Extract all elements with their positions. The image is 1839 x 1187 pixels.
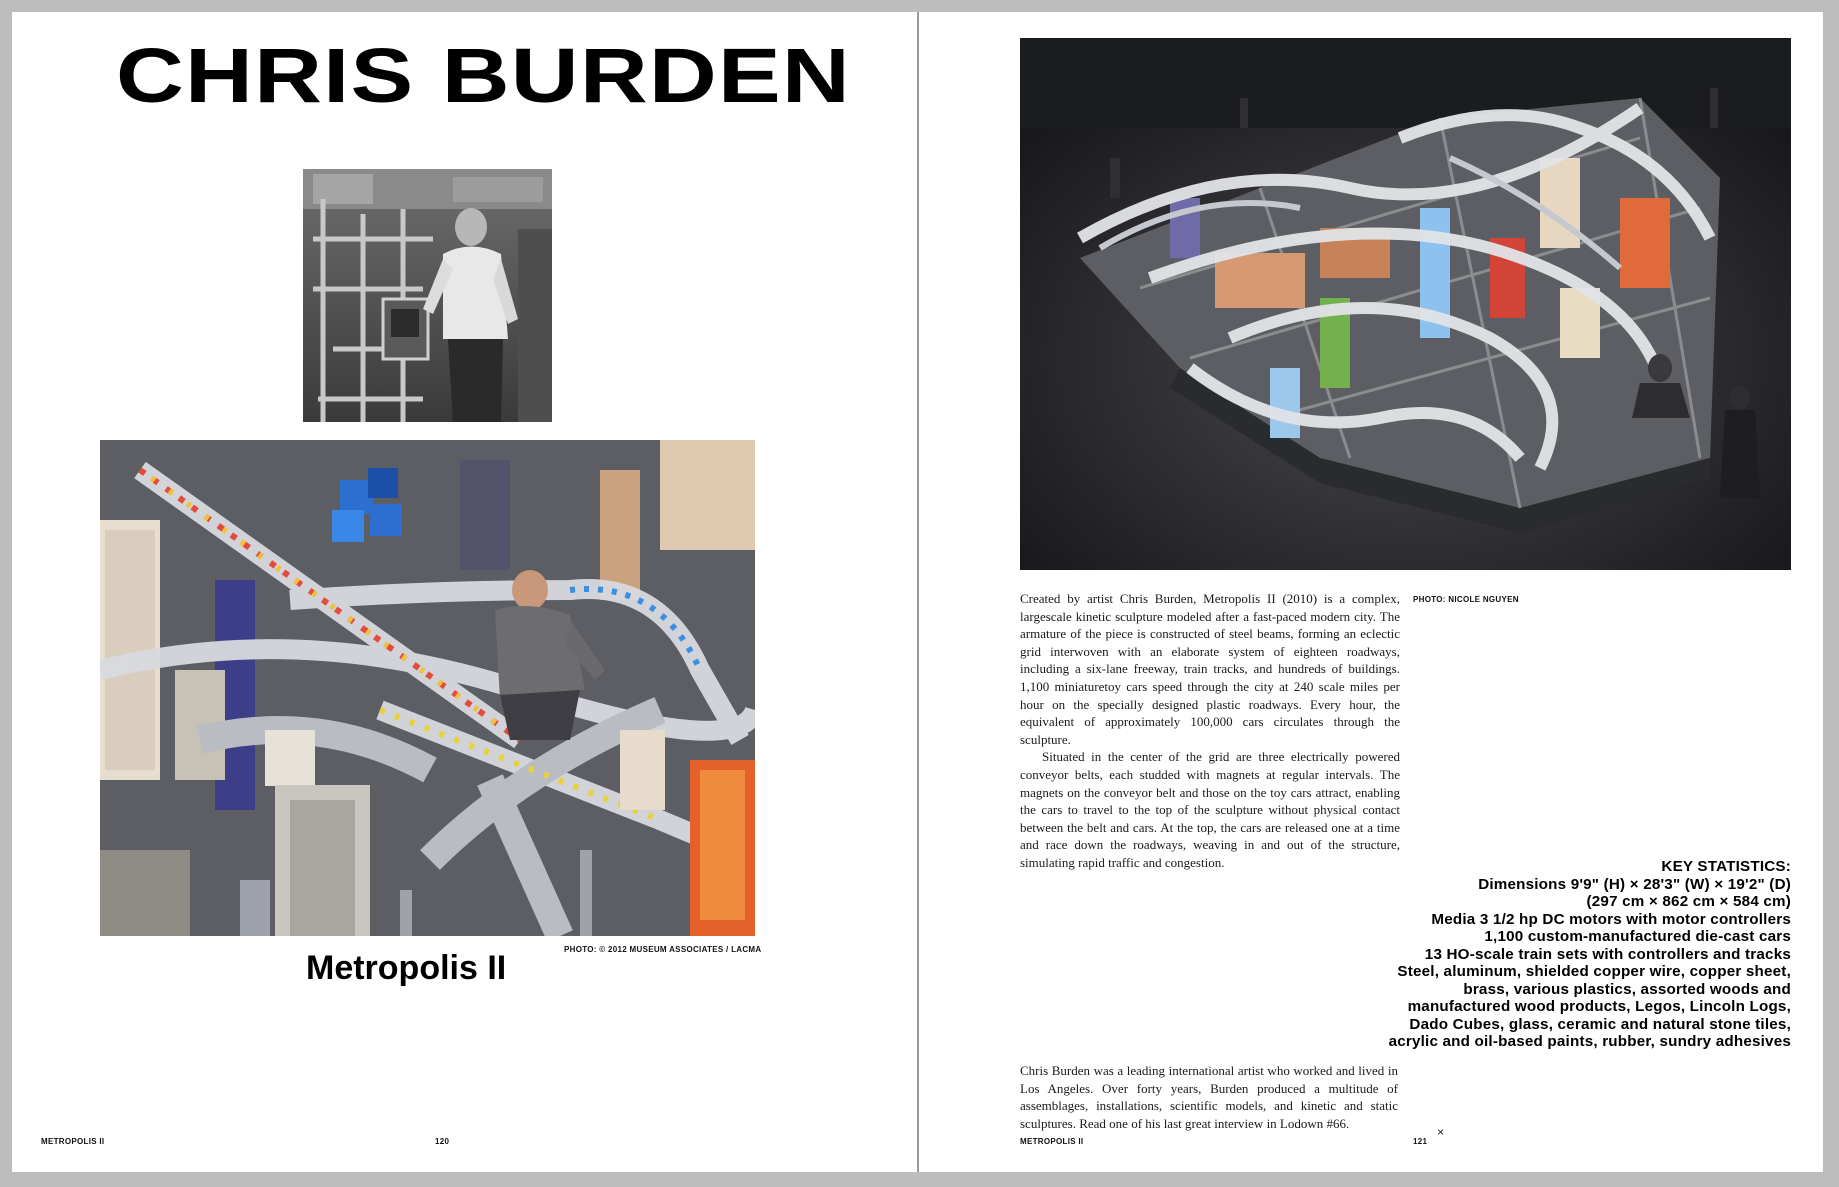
- work-title: Metropolis II: [306, 949, 507, 987]
- photo-credit-nicole: PHOTO: NICOLE NGUYEN: [1413, 595, 1519, 604]
- stat-line: (297 cm × 862 cm × 584 cm): [1586, 893, 1791, 910]
- right-page: [919, 12, 1823, 1172]
- key-statistics: [1231, 858, 1791, 1051]
- stat-line: brass, various plastics, assorted woods and: [1463, 980, 1791, 998]
- bio-paragraph: Chris Burden was a leading international artist who worked and lived in Los Angeles. Over forty years, Burden produced a multitude of assemblages, installations, scientific models, and kinetic and static sculptures. Read one of his last great interview in Lodown #66.: [1020, 1063, 1398, 1131]
- stat-line: manufactured wood products, Legos, Lincoln Logs,: [1407, 998, 1791, 1015]
- stat-line: Dado Cubes, glass, ceramic and natural stone tiles,: [1409, 1015, 1791, 1033]
- left-page: [12, 12, 917, 1172]
- stat-line: Media 3 1/2 hp DC motors with motor controllers: [1431, 910, 1791, 928]
- description-paragraph-1: Created by artist Chris Burden, Metropolis II (2010) is a complex, largescale kinetic sculpture modeled after a fast-paced modern city. The armature of the piece is constructed of steel beams, forming an eclectic grid interwoven with an elaborate system of eighteen roadways, including a six-lane freeway, train tracks, and hundreds of buildings. 1,100 miniaturetoy cars speed through the city at 240 scale miles per hour on the specially designed plastic roadways. Every hour, the equivalent of approximately 100,000 cars circulates through the sculpture.: [1020, 591, 1400, 747]
- footer-section-right: METROPOLIS II: [1020, 1137, 1084, 1146]
- description-text: [1020, 590, 1400, 872]
- page-number-left: 120: [435, 1137, 450, 1146]
- description-paragraph-2: Situated in the center of the grid are three electrically powered conveyor belts, each studded with magnets at regular intervals. The magnets on the conveyor belt and those on the toy cars attract, enabling the cars to travel to the top of the sculpture without physical contact between the belt and cars. At the top, the cars are released one at a time and race down the roadways, weaving in and out of the structure, simulating rapid traffic and congestion.: [1020, 749, 1400, 870]
- stat-line: acrylic and oil-based paints, rubber, sundry adhesives: [1388, 1033, 1791, 1050]
- stat-line: Dimensions 9'9" (H) × 28'3" (W) × 19'2" (D): [1478, 875, 1791, 893]
- stat-line: 13 HO-scale train sets with controllers and tracks: [1424, 945, 1791, 963]
- artist-bio: [1020, 1062, 1398, 1132]
- footer-section-left: METROPOLIS II: [41, 1137, 105, 1146]
- key-statistics-heading: KEY STATISTICS:: [1661, 858, 1791, 875]
- page-number-right: 121: [1413, 1137, 1428, 1146]
- artist-title: CHRIS BURDEN: [116, 33, 851, 119]
- photo-credit-lacma: PHOTO: © 2012 MUSEUM ASSOCIATES / LACMA: [564, 945, 762, 954]
- stat-line: 1,100 custom-manufactured die-cast cars: [1484, 928, 1791, 945]
- metropolis-closeup-photo: [100, 440, 755, 936]
- metropolis-gallery-photo: [1020, 38, 1791, 570]
- artist-portrait-photo: [303, 169, 552, 422]
- stat-line: Steel, aluminum, shielded copper wire, copper sheet,: [1397, 963, 1791, 980]
- close-icon[interactable]: ×: [1437, 1125, 1445, 1139]
